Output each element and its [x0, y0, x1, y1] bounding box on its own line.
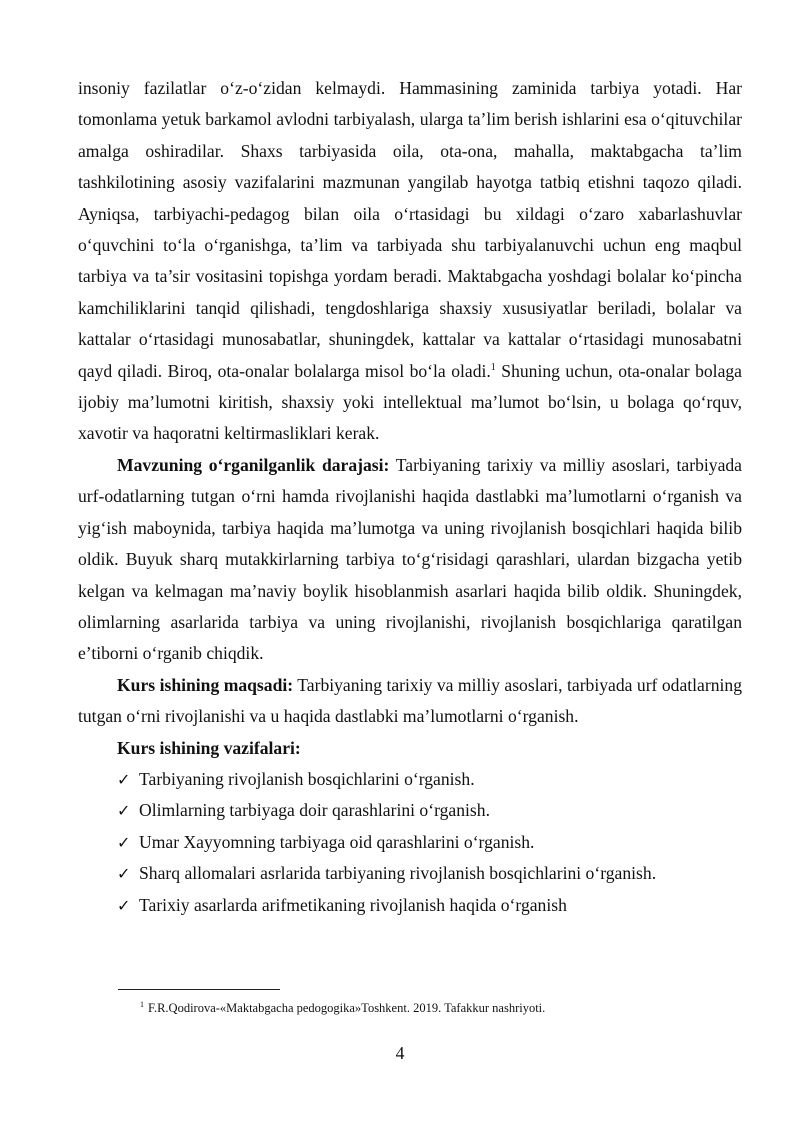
- footnote-reference[interactable]: 1: [490, 361, 496, 373]
- list-item-text: Sharq allomalari asrlarida tarbiyaning rivojlanish bosqichlarini o‘rganish.: [139, 863, 657, 884]
- intro-paragraph: [78, 73, 742, 450]
- list-item-text: Tarbiyaning rivojlanish bosqichlarini o‘rganish.: [139, 768, 475, 789]
- checkmark-icon: ✓: [117, 769, 131, 789]
- footnote: [140, 1000, 545, 1016]
- checkmark-icon: ✓: [117, 832, 131, 852]
- course-tasks-list: [78, 764, 742, 921]
- intro-text: insoniy fazilatlar o‘z-o‘zidan kelmaydi. Hammasining zaminida tarbiya yotadi. Har tomonlama yetuk barkamol avlodni tarbiyalash, ularga ta’lim berish ishlarini esa o‘qituvchilar amalga oshiradilar. Shaxs tarbiyasida oila, ota-ona, mahalla, maktabgacha ta’lim tashkilotining asosiy vazifalarini mazmunan yangilab hayotga tatbiq etishni taqozo qiladi. Ayniqsa, tarbiyachi-pedagog bilan oila o‘rtasidagi bu xildagi o‘zaro xabarlashuvlar o‘quvchini to‘la o‘rganishga, ta’lim va tarbiyada shu tarbiyalanuvchi uchun eng maqbul tarbiya va ta’sir vositasini topishga yordam beradi. Maktabgacha yoshdagi bolalar ko‘pincha kamchiliklarini tanqid qilishadi, tengdoshlariga shaxsiy xususiyatlar beriladi, bolalar va kattalar o‘rtasidagi munosabatlar, shuningdek, kattalar va kattalar o‘rtasidagi munosabatni qayd qiladi. Biroq, ota-onalar bolalarga misol bo‘la oladi.: [78, 78, 742, 381]
- study-degree-text: Tarbiyaning tarixiy va milliy asoslari, tarbiyada urf-odatlarning tutgan o‘rni hamda rivojlanishi haqida dastlabki ma’lumotlarni o‘rganish va yig‘ish maboynida, tarbiya haqida ma’lumotga va uning rivojlanish bosqichlari haqida bilib oldik. Buyuk sharq mutakkirlarning tarbiya to‘g‘risidagi qarashlari, ulardan bizgacha yetib kelgan va kelmagan ma’naviy boylik hisoblanmish asarlari haqida bilib oldik. Shuningdek, olimlarning asarlarida tarbiya va uning rivojlanishi, rivojlanish bosqichlariga qaratilgan e’tiborni o‘rganib chiqdik.: [78, 454, 742, 664]
- checkmark-icon: ✓: [117, 895, 131, 915]
- list-item: [78, 858, 742, 889]
- document-body: [78, 73, 742, 921]
- checkmark-icon: ✓: [117, 801, 131, 821]
- list-item: [78, 827, 742, 858]
- footnote-marker: 1: [140, 1000, 144, 1009]
- list-item-text: Umar Xayyomning tarbiyaga oid qarashlarini o‘rganish.: [139, 831, 535, 852]
- footnote-text: F.R.Qodirova-«Maktabgacha pedogogika»Toshkent. 2019. Tafakkur nashriyoti.: [148, 1001, 546, 1015]
- page-number: 4: [395, 1043, 405, 1063]
- list-item-text: Tarixiy asarlarda arifmetikaning rivojlanish haqida o‘rganish: [139, 894, 567, 915]
- course-goal-label: Kurs ishining maqsadi:: [117, 674, 294, 695]
- list-item: [78, 890, 742, 921]
- study-degree-paragraph: [78, 450, 742, 670]
- intro-text-continued: Shuning uchun, ota-onalar bolaga ijobiy ma’lumotni kiritish, shaxsiy yoki intellektual ma’lumot bo‘lsin, u bolaga qo‘rquv, xavotir va haqoratni keltirmasliklari kerak.: [78, 360, 742, 444]
- list-item: [78, 795, 742, 826]
- list-item: [78, 764, 742, 795]
- footnote-separator: [118, 989, 280, 990]
- checkmark-icon: ✓: [117, 864, 131, 884]
- list-item-text: Olimlarning tarbiyaga doir qarashlarini o‘rganish.: [139, 800, 490, 821]
- course-goal-paragraph: [78, 670, 742, 733]
- course-goal-text: Tarbiyaning tarixiy va milliy asoslari, tarbiyada urf odatlarning tutgan o‘rni rivojlanishi va u haqida dastlabki ma’lumotlarni o‘rganish.: [78, 674, 743, 727]
- study-degree-label: Mavzuning o‘rganilganlik darajasi:: [117, 454, 390, 475]
- course-tasks-heading: Kurs ishining vazifalari:: [117, 737, 301, 758]
